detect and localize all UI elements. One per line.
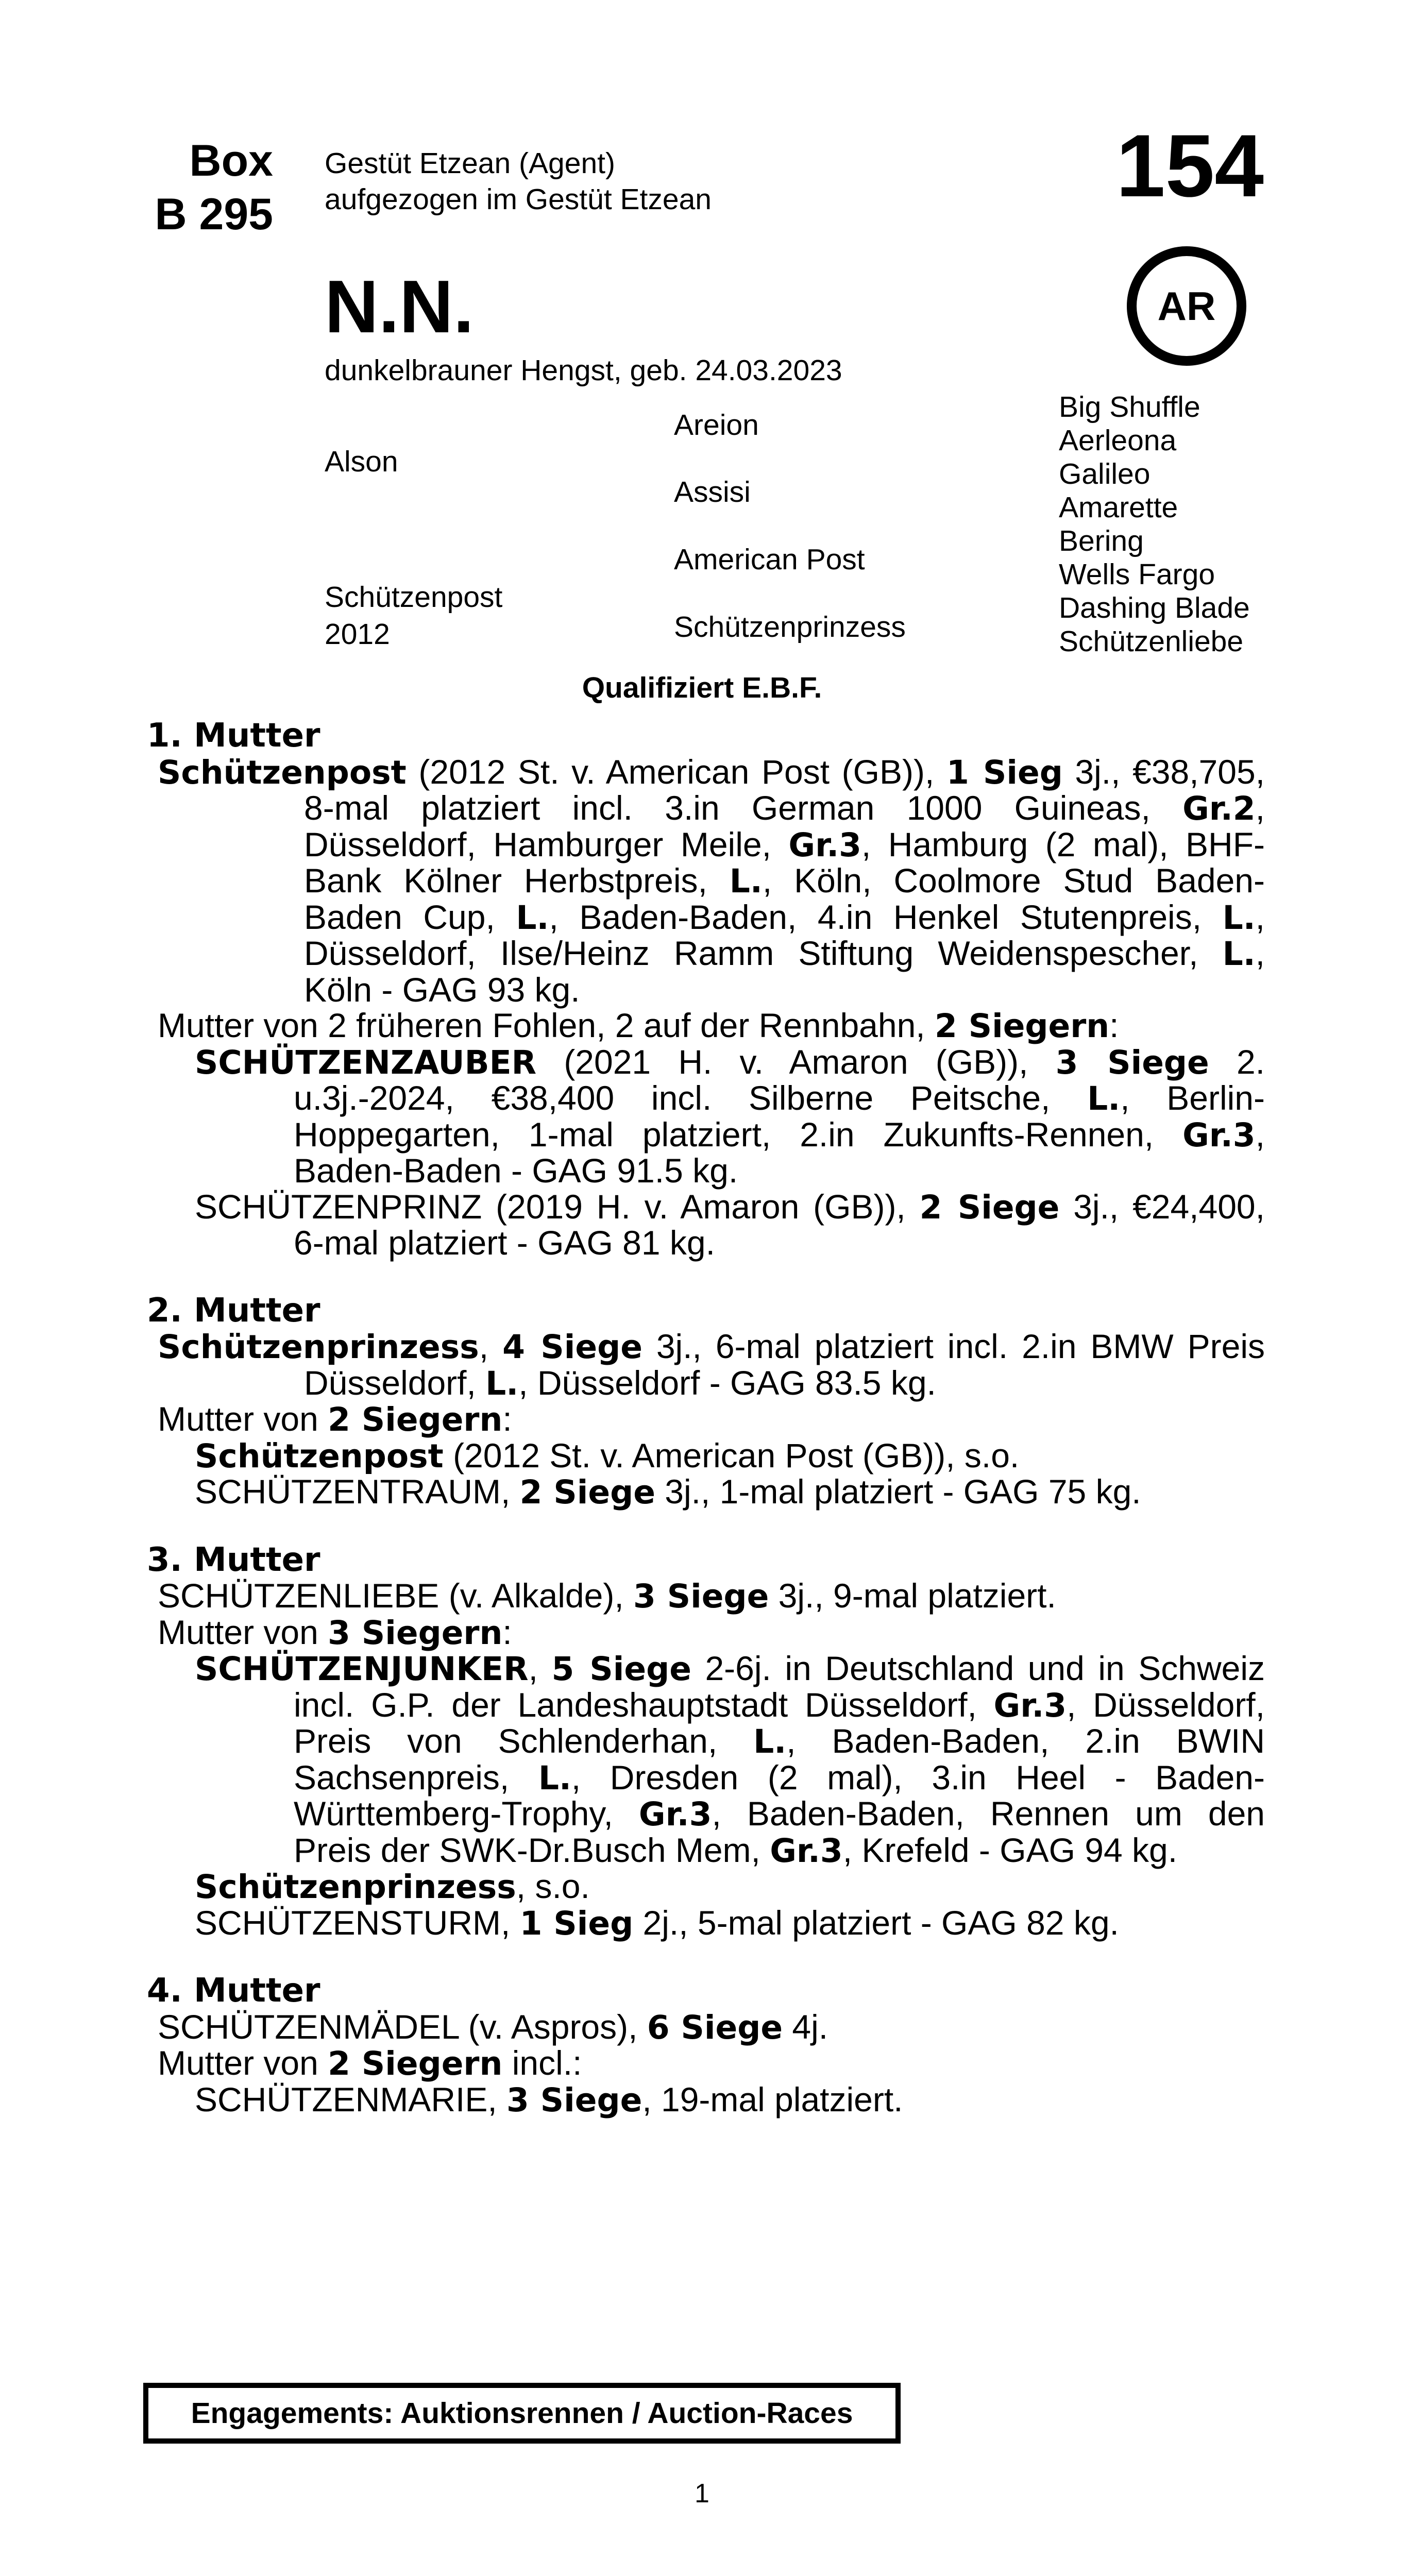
pedigree-sire-sire: Areion bbox=[674, 409, 759, 442]
pedigree-sire: Alson bbox=[325, 445, 398, 478]
race-grade: L. bbox=[753, 1723, 787, 1760]
text-run: , Düsseldorf, Hamburger Meile, bbox=[304, 789, 1265, 863]
wins: 5 Siege bbox=[551, 1650, 691, 1688]
fourth-dam-entry bbox=[147, 2009, 1265, 2046]
produce-name: SCHÜTZENJUNKER bbox=[195, 1650, 529, 1688]
text-run: , Krefeld - GAG 94 kg. bbox=[842, 1831, 1178, 1869]
winners-count: 2 Siegern bbox=[328, 2045, 503, 2082]
text-run: 4j. bbox=[783, 2007, 828, 2046]
text-run: (2021 H. v. Amaron (GB)), bbox=[536, 1042, 1056, 1081]
wins: 2 Siege bbox=[919, 1188, 1060, 1226]
produce-name: SCHÜTZENZAUBER bbox=[195, 1043, 537, 1081]
text-run: SCHÜTZENPRINZ (2019 H. v. Amaron (GB)), bbox=[195, 1187, 920, 1226]
produce-entry bbox=[147, 1651, 1265, 1869]
produce-entry bbox=[147, 1905, 1265, 1942]
horse-description: dunkelbrauner Hengst, geb. 24.03.2023 bbox=[325, 354, 842, 387]
text-run: SCHÜTZENMÄDEL (v. Aspros), bbox=[158, 2007, 647, 2046]
winners-count: 2 Siegern bbox=[934, 1007, 1110, 1045]
engagements-box bbox=[143, 2383, 901, 2444]
fourth-dam-produce-line bbox=[147, 2045, 1265, 2082]
text-run: , Berlin-Hoppegarten, 1-mal platziert, 2.in Zukunfts-Rennen, bbox=[294, 1079, 1265, 1154]
text-run: SCHÜTZENSTURM, bbox=[195, 1903, 520, 1942]
lot-number: 154 bbox=[1116, 116, 1264, 215]
race-grade: Gr.3 bbox=[1182, 1116, 1256, 1154]
text-run: 3j., €24,400, 6-mal platziert - GAG 81 kg. bbox=[294, 1187, 1265, 1262]
second-dam-heading: 2. Mutter bbox=[147, 1291, 320, 1330]
wins: 3 Siege bbox=[1055, 1043, 1209, 1081]
text-run: , bbox=[479, 1327, 503, 1365]
breeder-info bbox=[325, 145, 712, 217]
race-grade: L. bbox=[729, 862, 763, 900]
text-run: , Baden-Baden, Rennen um den Preis der SWK-Dr.Busch Mem, bbox=[294, 1794, 1265, 1869]
second-dam-entry bbox=[147, 1329, 1265, 1401]
text-run: 3j., 1-mal platziert - GAG 75 kg. bbox=[655, 1472, 1141, 1511]
produce-entry bbox=[147, 1438, 1265, 1475]
text-run: 3j., €38,705, 8-mal platziert incl. 3.in German 1000 Guineas, bbox=[304, 752, 1265, 827]
dam-name: Schützenprinzess bbox=[158, 1328, 479, 1366]
race-grade: Gr.3 bbox=[770, 1832, 843, 1870]
page-number: 1 bbox=[695, 2479, 709, 2509]
text-run: : bbox=[502, 1613, 512, 1651]
text-run: 3j., 6-mal platziert incl. 2.in BMW Preis Düsseldorf, bbox=[304, 1327, 1265, 1402]
text-run: SCHÜTZENLIEBE (v. Alkalde), bbox=[158, 1577, 634, 1615]
winners-count: 2 Siegern bbox=[328, 1401, 503, 1438]
text-run: , Baden-Baden, 4.in Henkel Stutenpreis, bbox=[549, 897, 1223, 936]
text-run: Mutter von bbox=[158, 1400, 328, 1438]
ar-badge-label: AR bbox=[1157, 283, 1216, 329]
race-grade: L. bbox=[1087, 1080, 1121, 1117]
ancestor: Aerleona bbox=[1059, 424, 1177, 457]
text-run: Mutter von bbox=[158, 2044, 328, 2082]
fourth-dam-heading: 4. Mutter bbox=[147, 1972, 320, 2010]
race-grade: L. bbox=[538, 1759, 571, 1797]
text-run: , Düsseldorf, Preis von Schlenderhan, bbox=[294, 1685, 1265, 1760]
wins: 2 Siege bbox=[519, 1473, 655, 1511]
pedigree-ancestors bbox=[1059, 391, 1250, 658]
winners-count: 3 Siegern bbox=[328, 1614, 503, 1652]
text-run: Mutter von bbox=[158, 1613, 328, 1651]
pedigree-sire-dam: Assisi bbox=[674, 476, 751, 509]
third-dam-heading: 3. Mutter bbox=[147, 1540, 320, 1579]
text-run: SCHÜTZENTRAUM, bbox=[195, 1472, 520, 1511]
wins: 4 Siege bbox=[502, 1328, 642, 1366]
text-run: , Köln, Coolmore Stud Baden-Baden Cup, bbox=[304, 861, 1265, 936]
text-run: , s.o. bbox=[516, 1867, 590, 1905]
ar-badge bbox=[1127, 246, 1246, 366]
produce-name: Schützenprinzess bbox=[195, 1868, 516, 1906]
first-dam-heading: 1. Mutter bbox=[147, 717, 320, 755]
text-run: : bbox=[1109, 1006, 1119, 1044]
wins: 6 Siege bbox=[647, 2008, 783, 2046]
raised-at: aufgezogen im Gestüt Etzean bbox=[325, 183, 712, 216]
text-run: , Baden-Baden, 2.in BWIN Sachsenpreis, bbox=[294, 1722, 1265, 1797]
text-run: Mutter von 2 früheren Fohlen, 2 auf der Rennbahn, bbox=[158, 1006, 935, 1044]
produce-entry bbox=[147, 1474, 1265, 1511]
race-grade: Gr.3 bbox=[993, 1686, 1067, 1724]
text-run: 3j., 9-mal platziert. bbox=[769, 1577, 1056, 1615]
third-dam-entry bbox=[147, 1578, 1265, 1615]
race-grade: Gr.3 bbox=[788, 826, 861, 864]
race-grade: L. bbox=[516, 899, 549, 937]
text-run: : bbox=[502, 1400, 512, 1438]
text-run: , Düsseldorf, Ilse/Heinz Ramm Stiftung Weidenspescher, bbox=[304, 897, 1265, 972]
text-run: 2-6j. in Deutschland und in Schweiz incl. G.P. der Landeshauptstadt Düsseldorf, bbox=[294, 1649, 1265, 1724]
second-dam-produce-line bbox=[147, 1401, 1265, 1438]
pedigree-dam: Schützenpost bbox=[325, 581, 503, 614]
text-run: SCHÜTZENMARIE, bbox=[195, 2080, 507, 2119]
ancestor: Galileo bbox=[1059, 457, 1151, 490]
text-run: (2012 St. v. American Post (GB)), s.o. bbox=[443, 1436, 1020, 1475]
box-number: B 295 bbox=[155, 190, 273, 239]
text-run: , 19-mal platziert. bbox=[642, 2080, 903, 2119]
produce-entry bbox=[147, 2082, 1265, 2119]
ancestor: Big Shuffle bbox=[1059, 391, 1200, 423]
wins: 1 Sieg bbox=[946, 753, 1063, 791]
text-run: incl.: bbox=[502, 2044, 582, 2082]
wins: 1 Sieg bbox=[519, 1904, 634, 1942]
wins: 3 Siege bbox=[633, 1578, 769, 1615]
text-run: , Düsseldorf - GAG 83.5 kg. bbox=[518, 1363, 936, 1402]
pedigree-dam-year: 2012 bbox=[325, 618, 390, 651]
qualification-note: Qualifiziert E.B.F. bbox=[582, 671, 822, 704]
horse-name: N.N. bbox=[325, 265, 474, 348]
box-label bbox=[103, 134, 273, 241]
race-grade: Gr.2 bbox=[1182, 790, 1256, 827]
text-run: , Dresden (2 mal), 3.in Heel - Baden-Württemberg-Trophy, bbox=[294, 1758, 1265, 1833]
ancestor: Bering bbox=[1059, 524, 1144, 557]
race-grade: L. bbox=[1222, 935, 1256, 973]
ancestor: Schützenliebe bbox=[1059, 625, 1244, 658]
text-run: , bbox=[528, 1649, 552, 1687]
engagements-text: Engagements: Auktionsrennen / Auction-Races bbox=[191, 2397, 853, 2430]
text-run: , Köln - GAG 93 kg. bbox=[304, 934, 1265, 1009]
dam-name: Schützenpost bbox=[158, 753, 407, 791]
first-dam-entry bbox=[147, 754, 1265, 1008]
ancestor: Amarette bbox=[1059, 491, 1178, 524]
race-grade: L. bbox=[485, 1364, 519, 1402]
third-dam-produce-line bbox=[147, 1615, 1265, 1651]
catalogue-text bbox=[147, 718, 1265, 2118]
box-title: Box bbox=[189, 136, 273, 185]
text-run: 2. u.3j.-2024, €38,400 incl. Silberne Peitsche, bbox=[294, 1042, 1265, 1117]
text-run: 2j., 5-mal platziert - GAG 82 kg. bbox=[633, 1903, 1119, 1942]
produce-entry bbox=[147, 1044, 1265, 1189]
race-grade: L. bbox=[1222, 899, 1256, 937]
ancestor: Dashing Blade bbox=[1059, 591, 1250, 624]
pedigree-dam-dam: Schützenprinzess bbox=[674, 611, 906, 643]
breeder-agent: Gestüt Etzean (Agent) bbox=[325, 147, 615, 180]
race-grade: Gr.3 bbox=[638, 1795, 712, 1833]
text-run: , Baden-Baden - GAG 91.5 kg. bbox=[294, 1115, 1265, 1190]
produce-entry bbox=[147, 1869, 1265, 1905]
pedigree-dam-sire: American Post bbox=[674, 543, 865, 576]
first-dam-produce-line bbox=[147, 1008, 1265, 1044]
ancestor: Wells Fargo bbox=[1059, 558, 1215, 591]
wins: 3 Siege bbox=[506, 2081, 642, 2119]
text-run: , Hamburg (2 mal), BHF-Bank Kölner Herbstpreis, bbox=[304, 825, 1265, 900]
produce-name: Schützenpost bbox=[195, 1437, 444, 1475]
produce-entry bbox=[147, 1189, 1265, 1261]
text-run: (2012 St. v. American Post (GB)), bbox=[406, 752, 946, 791]
